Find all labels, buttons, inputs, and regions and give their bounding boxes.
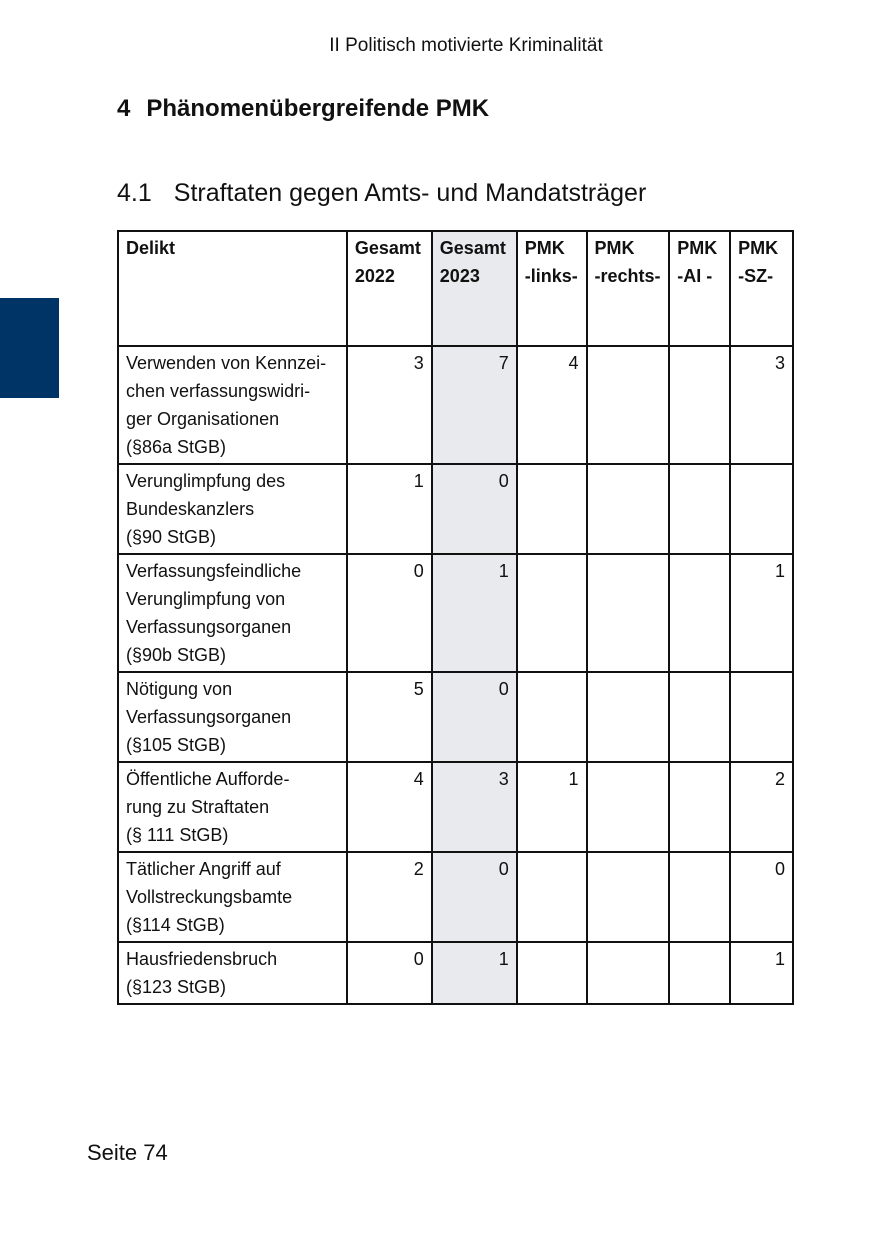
value-cell: 4	[347, 762, 432, 852]
offense-name-line: Verunglimpfung von	[126, 589, 286, 609]
column-header-line: Gesamt	[354, 238, 421, 258]
offense-name-line: (§114 StGB)	[126, 915, 225, 935]
value-cell: 1	[730, 942, 793, 1004]
value-cell: 0	[730, 852, 793, 942]
offense-name-line: rung zu Straftaten	[126, 797, 270, 817]
value-cell: 7	[432, 346, 517, 464]
table-row	[118, 554, 793, 672]
column-header-line: -AI -	[677, 266, 713, 286]
offense-name-line: Hausfriedensbruch	[126, 949, 278, 969]
table-header-row	[118, 231, 793, 346]
value-cell	[730, 464, 793, 554]
running-header: II Politisch motivierte Kriminalität	[329, 35, 603, 56]
offense-name-line: chen verfassungswidri-	[126, 381, 311, 401]
value-cell: 2	[730, 762, 793, 852]
offense-name-cell	[118, 464, 347, 554]
column-header	[432, 231, 517, 346]
value-cell	[517, 464, 587, 554]
offense-name-line: Tätlicher Angriff auf	[126, 859, 281, 879]
offense-name-cell	[118, 672, 347, 762]
value-cell: 3	[730, 346, 793, 464]
offense-name-cell	[118, 554, 347, 672]
column-header-line: Delikt	[126, 238, 176, 258]
value-cell	[517, 672, 587, 762]
table-row	[118, 464, 793, 554]
value-cell: 4	[517, 346, 587, 464]
offense-name-line: Vollstreckungsbamte	[126, 887, 293, 907]
offense-name-cell	[118, 852, 347, 942]
value-cell: 1	[432, 554, 517, 672]
column-header-line: PMK	[594, 238, 635, 258]
chapter-side-tab	[0, 298, 59, 398]
column-header-line: -rechts-	[594, 266, 661, 286]
column-header-line: Gesamt	[439, 238, 506, 258]
value-cell	[669, 464, 730, 554]
value-cell: 3	[347, 346, 432, 464]
offense-name-line: Verfassungsorganen	[126, 617, 292, 637]
value-cell	[669, 852, 730, 942]
offense-table	[117, 230, 794, 1005]
value-cell	[730, 672, 793, 762]
value-cell	[517, 852, 587, 942]
value-cell	[669, 554, 730, 672]
table-row	[118, 762, 793, 852]
column-header	[347, 231, 432, 346]
column-header	[730, 231, 793, 346]
offense-name-line: ger Organisationen	[126, 409, 280, 429]
table-row	[118, 346, 793, 464]
value-cell: 1	[432, 942, 517, 1004]
section-title: Straftaten gegen Amts- und Mandatsträger	[173, 179, 647, 207]
value-cell: 0	[347, 942, 432, 1004]
offense-name-line: (§86a StGB)	[126, 437, 227, 457]
chapter-number: 4	[117, 95, 131, 122]
offense-name-line: Bundeskanzlers	[126, 499, 255, 519]
value-cell	[669, 942, 730, 1004]
value-cell	[587, 762, 670, 852]
column-header-line: -links-	[524, 266, 578, 286]
offense-name-cell	[118, 942, 347, 1004]
offense-name-cell	[118, 762, 347, 852]
column-header	[517, 231, 587, 346]
value-cell: 1	[517, 762, 587, 852]
value-cell	[587, 346, 670, 464]
value-cell	[669, 762, 730, 852]
value-cell	[669, 346, 730, 464]
value-cell: 1	[347, 464, 432, 554]
value-cell: 2	[347, 852, 432, 942]
offense-name-line: Verfassungsorganen	[126, 707, 292, 727]
column-header	[587, 231, 670, 346]
value-cell: 0	[347, 554, 432, 672]
value-cell	[669, 672, 730, 762]
table-row	[118, 852, 793, 942]
chapter-title: Phänomenübergreifende PMK	[146, 95, 490, 122]
chapter-heading	[117, 95, 489, 123]
offense-name-line: (§90 StGB)	[126, 527, 217, 547]
column-header-line: PMK	[738, 238, 779, 258]
value-cell: 5	[347, 672, 432, 762]
column-header-line: PMK	[524, 238, 565, 258]
offense-name-line: (§ 111 StGB)	[126, 825, 229, 845]
value-cell	[587, 942, 670, 1004]
value-cell	[517, 554, 587, 672]
offense-name-line: Verfassungsfeindliche	[126, 561, 302, 581]
value-cell	[587, 672, 670, 762]
section-number: 4.1	[117, 179, 152, 207]
value-cell: 3	[432, 762, 517, 852]
value-cell: 0	[432, 464, 517, 554]
offense-name-cell	[118, 346, 347, 464]
section-heading	[117, 179, 646, 208]
offense-name-line: (§90b StGB)	[126, 645, 227, 665]
value-cell: 0	[432, 672, 517, 762]
column-header-line: 2023	[439, 266, 480, 286]
column-header-line: -SZ-	[738, 266, 774, 286]
value-cell: 0	[432, 852, 517, 942]
table-row	[118, 672, 793, 762]
offense-name-line: (§105 StGB)	[126, 735, 227, 755]
offense-name-line: Verunglimpfung des	[126, 471, 286, 491]
table-body	[118, 346, 793, 1004]
offense-name-line: Öffentliche Aufforde-	[126, 769, 290, 789]
offense-name-line: Verwenden von Kennzei-	[126, 353, 327, 373]
value-cell	[517, 942, 587, 1004]
column-header	[669, 231, 730, 346]
value-cell	[587, 852, 670, 942]
value-cell: 1	[730, 554, 793, 672]
offense-name-line: (§123 StGB)	[126, 977, 227, 997]
column-header-line: 2022	[354, 266, 395, 286]
value-cell	[587, 554, 670, 672]
value-cell	[587, 464, 670, 554]
column-header	[118, 231, 347, 346]
offense-name-line: Nötigung von	[126, 679, 233, 699]
column-header-line: PMK	[677, 238, 718, 258]
table-row	[118, 942, 793, 1004]
page-number: Seite 74	[87, 1140, 168, 1165]
